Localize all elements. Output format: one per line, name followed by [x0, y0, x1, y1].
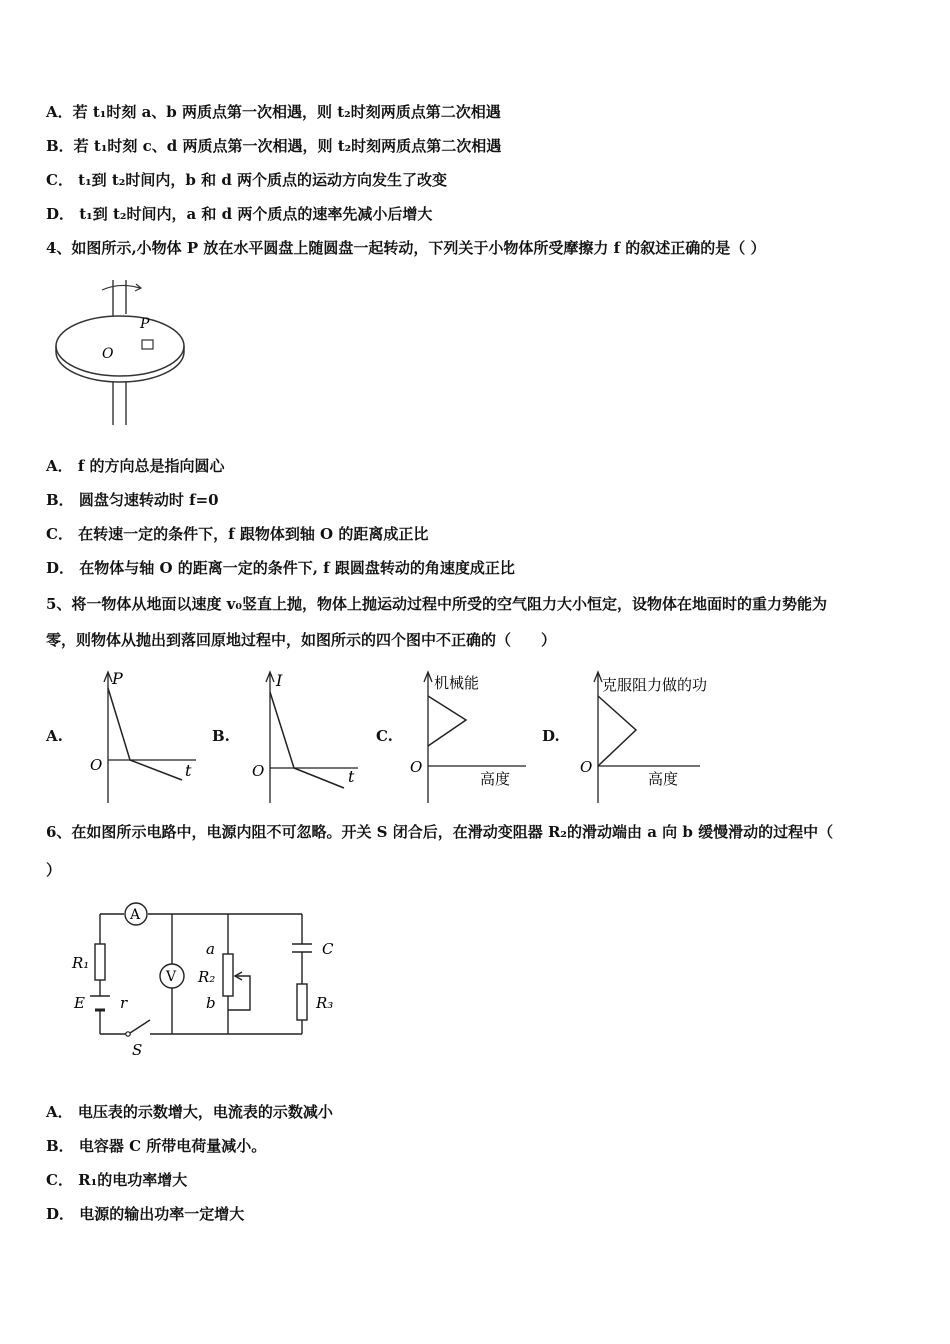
q3-option-c: C． t₁到 t₂时间内，b 和 d 两个质点的运动方向发生了改变: [46, 171, 448, 189]
q6-option-a: A． 电压表的示数增大，电流表的示数减小: [46, 1103, 333, 1121]
graph-b: [250, 668, 370, 808]
label-r: r: [120, 994, 128, 1012]
q6-stem-line2: ）: [46, 861, 62, 879]
q4-option-a: A． f 的方向总是指向圆心: [46, 457, 225, 475]
graph-d: [578, 668, 748, 808]
graph-b-origin: O: [252, 762, 265, 780]
graph-d-origin: O: [580, 758, 593, 776]
q4-option-c: C． 在转速一定的条件下，f 跟物体到轴 O 的距离成正比: [46, 525, 429, 543]
label-b: b: [206, 994, 216, 1012]
label-s: S: [132, 1041, 143, 1058]
resistor-r1: [95, 944, 105, 980]
q6-option-b: B． 电容器 C 所带电荷量减小。: [46, 1137, 267, 1155]
q5-option-a-label: A.: [46, 727, 63, 745]
graph-a-xlabel: t: [185, 761, 192, 780]
graph-c-curve: [428, 696, 466, 746]
rotation-arrow: [102, 285, 140, 290]
label-c: C: [322, 940, 334, 958]
object-p: [142, 340, 153, 349]
switch-pivot: [126, 1032, 130, 1036]
q5-option-c-label: C.: [376, 727, 393, 745]
graph-c-ylabel: 机械能: [434, 674, 480, 692]
graph-d-ylabel: 克服阻力做的功: [602, 676, 708, 694]
graph-c: [408, 668, 538, 808]
graph-a: [88, 668, 208, 808]
q3-option-d: D． t₁到 t₂时间内，a 和 d 两个质点的速率先减小后增大: [46, 205, 433, 223]
rotating-disc-figure: [50, 280, 200, 430]
graph-d-xlabel: 高度: [648, 770, 679, 788]
graph-c-origin: O: [410, 758, 423, 776]
disc-top: [56, 316, 184, 376]
switch-blade: [130, 1020, 150, 1033]
label-e: E: [74, 994, 85, 1012]
graph-c-xlabel: 高度: [480, 770, 511, 788]
q4-stem: 4、如图所示,小物体 P 放在水平圆盘上随圆盘一起转动，下列关于小物体所受摩擦力 f 的叙述正确的是（ ）: [46, 239, 766, 257]
label-o: O: [102, 346, 114, 362]
graph-d-curve: [598, 696, 636, 766]
graph-b-ylabel: I: [276, 671, 283, 690]
graph-a-origin: O: [90, 756, 103, 774]
label-r1: R₁: [72, 954, 90, 972]
q6-option-d: D． 电源的输出功率一定增大: [46, 1205, 245, 1223]
graph-b-xlabel: t: [348, 767, 355, 786]
q5-stem-line2: 零，则物体从抛出到落回原地过程中，如图所示的四个图中不正确的（ ）: [46, 631, 557, 649]
q5-option-b-label: B.: [212, 727, 230, 745]
ammeter-label: A: [130, 907, 141, 923]
rheostat-r2: [223, 954, 233, 996]
resistor-r3: [297, 984, 307, 1020]
q5-stem-line1: 5、将一物体从地面以速度 v₀竖直上抛，物体上抛运动过程中所受的空气阻力大小恒定，设物体在地面时的重力势能为: [46, 595, 827, 613]
q3-option-b: B．若 t₁时刻 c、d 两质点第一次相遇，则 t₂时刻两质点第二次相遇: [46, 137, 502, 155]
q3-option-a: A．若 t₁时刻 a、b 两质点第一次相遇，则 t₂时刻两质点第二次相遇: [46, 103, 501, 121]
circuit-diagram: [66, 898, 356, 1058]
q4-option-d: D． 在物体与轴 O 的距离一定的条件下, f 跟圆盘转动的角速度成正比: [46, 559, 515, 577]
graph-b-curve: [270, 692, 344, 788]
label-r3: R₃: [316, 994, 334, 1012]
voltmeter-label: V: [166, 969, 177, 985]
graph-a-ylabel: P: [112, 669, 123, 688]
q6-stem-line1: 6、在如图所示电路中，电源内阻不可忽略。开关 S 闭合后，在滑动变阻器 R₂的滑动端由 a 向 b 缓慢滑动的过程中（: [46, 823, 834, 841]
label-r2: R₂: [198, 968, 216, 986]
q6-option-c: C． R₁的电功率增大: [46, 1171, 188, 1189]
label-a: a: [206, 940, 215, 958]
q5-option-d-label: D.: [542, 727, 560, 745]
graph-a-curve: [108, 688, 182, 780]
label-p: P: [140, 316, 150, 332]
q4-option-b: B． 圆盘匀速转动时 f=0: [46, 491, 219, 509]
